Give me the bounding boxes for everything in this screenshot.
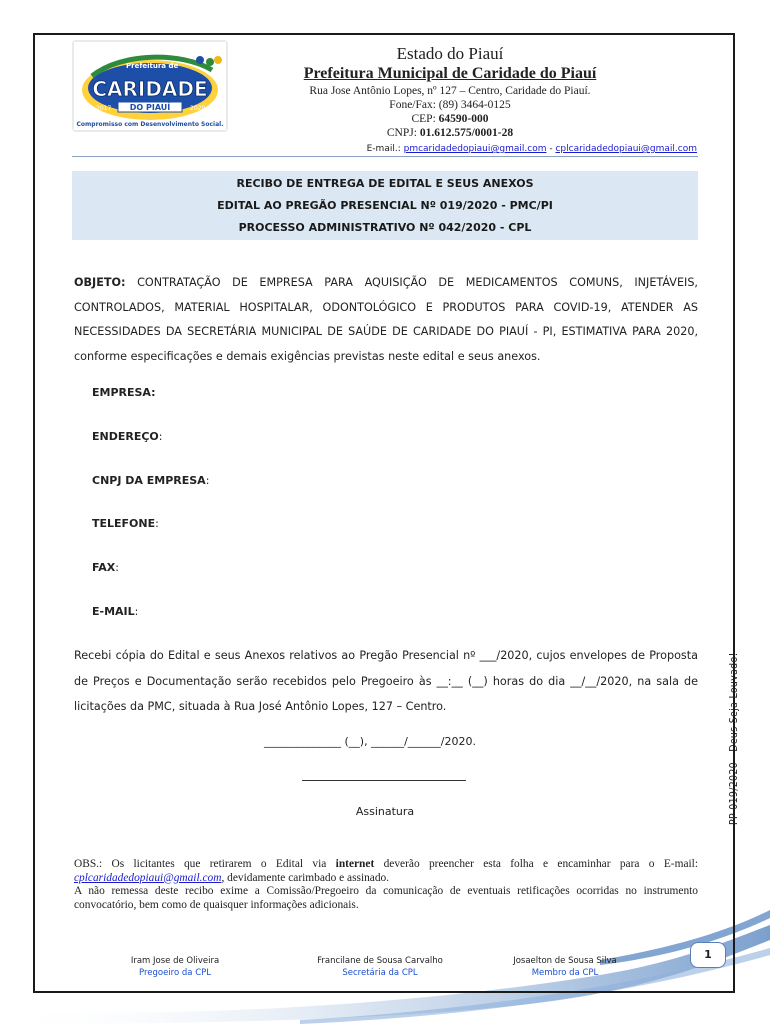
title-line-2: EDITAL AO PREGÃO PRESENCIAL Nº 019/2020 - PMC/PI — [217, 199, 553, 212]
cep: CEP: 64590-000 — [411, 113, 489, 125]
footer-name: Francilane de Sousa Carvalho — [317, 956, 443, 966]
footer-signer-1 — [105, 955, 245, 979]
state-name: Estado do Piauí — [396, 44, 504, 63]
obs-email-link[interactable]: cplcaridadedopiaui@gmail.com — [74, 871, 222, 884]
svg-text:Prefeitura de: Prefeitura de — [126, 62, 179, 70]
footer-name: Iram Jose de Oliveira — [130, 956, 220, 966]
obs-paragraph-1: OBS.: Os licitantes que retirarem o Edital via internet deverão preencher esta folha e encaminhar para o E-mail: cplcaridadedopiaui@gmail.com, devidamente carimbado e assinado. — [74, 858, 698, 884]
objeto-text: CONTRATAÇÃO DE EMPRESA PARA AQUISIÇÃO DE MEDICAMENTOS COMUNS, INJETÁVEIS, CONTROLADOS, MATERIAL HOSPITALAR, ODONTOLÓGICO E PRODUTOS PARA COVID-19, ATENDER AS NECESSIDADES DA SECRETÁRIA MUNICIPAL DE SAÚDE DE CARIDADE DO PIAUÍ - PI, ESTIMATIVA PARA 2020, conforme especificações e demais exigências previstas neste edital e seus anexos. — [74, 276, 698, 363]
footer-name: Josaelton de Sousa Silva — [513, 956, 617, 966]
svg-text:DO PIAUÍ: DO PIAUÍ — [129, 103, 171, 112]
letterhead — [260, 44, 640, 140]
field-telefone: TELEFONE: — [92, 517, 159, 530]
date-line: ______________ (__), ______/______/2020. — [264, 735, 476, 748]
svg-text:Compromisso com Desenvolviment: Compromisso com Desenvolvimento Social. — [76, 121, 224, 128]
title-line-1: RECIBO DE ENTREGA DE EDITAL E SEUS ANEXOS — [236, 177, 534, 190]
objeto-label: OBJETO: — [74, 276, 126, 289]
phone: Fone/Fax: (89) 3464-0125 — [389, 99, 511, 111]
field-email: E-MAIL: — [92, 605, 139, 618]
signature-line — [302, 780, 466, 781]
email-line: E-mail.: pmcaridadedopiaui@gmail.com - cplcaridadedopiaui@gmail.com — [366, 144, 697, 154]
field-empresa: EMPRESA: — [92, 386, 156, 399]
side-note: PP 019/2020 - Deus Seja Louvado! — [728, 652, 740, 825]
header-divider — [72, 156, 698, 157]
field-fax: FAX: — [92, 561, 119, 574]
svg-text:2017: 2017 — [96, 105, 112, 112]
field-cnpj: CNPJ DA EMPRESA: — [92, 474, 210, 487]
address: Rua Jose Antônio Lopes, nº 127 – Centro, Caridade do Piauí. — [309, 85, 591, 97]
observation — [74, 858, 698, 912]
obs-paragraph-2: A não remessa deste recibo exime a Comissão/Pregoeiro da comunicação de eventuais retificações ocorridas no instrumento convocatório, bem como de quaisquer informações adicionais. — [74, 885, 698, 911]
footer-role: Secretária da CPL — [342, 968, 418, 978]
footer-signer-3 — [490, 955, 640, 979]
footer-role: Membro da CPL — [531, 968, 599, 978]
footer-role: Pregoeiro da CPL — [138, 968, 211, 978]
prefeitura-logo — [72, 40, 228, 132]
document-title — [72, 171, 698, 240]
title-line-3: PROCESSO ADMINISTRATIVO Nº 042/2020 - CPL — [238, 221, 532, 234]
svg-text:CARIDADE: CARIDADE — [92, 77, 208, 101]
objeto-paragraph — [74, 271, 698, 369]
svg-text:2020: 2020 — [190, 105, 206, 112]
prefeitura-name: Prefeitura Municipal de Caridade do Piauí — [303, 65, 597, 82]
email-link-pm[interactable]: pmcaridadedopiaui@gmail.com — [403, 144, 547, 154]
page-number: 1 — [690, 942, 726, 968]
field-endereco: ENDEREÇO: — [92, 430, 163, 443]
email-link-cpl[interactable]: cplcaridadedopiaui@gmail.com — [555, 144, 697, 154]
receipt-paragraph: Recebi cópia do Edital e seus Anexos relativos ao Pregão Presencial nº ___/2020, cujos envelopes de Proposta de Preços e Documentação serão recebidos pelo Pregoeiro às __:__ (__) horas do dia __/__/2020, na sala de licitações da PMC, situada à Rua José Antônio Lopes, 127 – Centro. — [74, 649, 698, 713]
cnpj: CNPJ: 01.612.575/0001-28 — [386, 127, 514, 139]
footer-signer-2 — [300, 955, 460, 979]
signature-label: Assinatura — [355, 805, 415, 818]
